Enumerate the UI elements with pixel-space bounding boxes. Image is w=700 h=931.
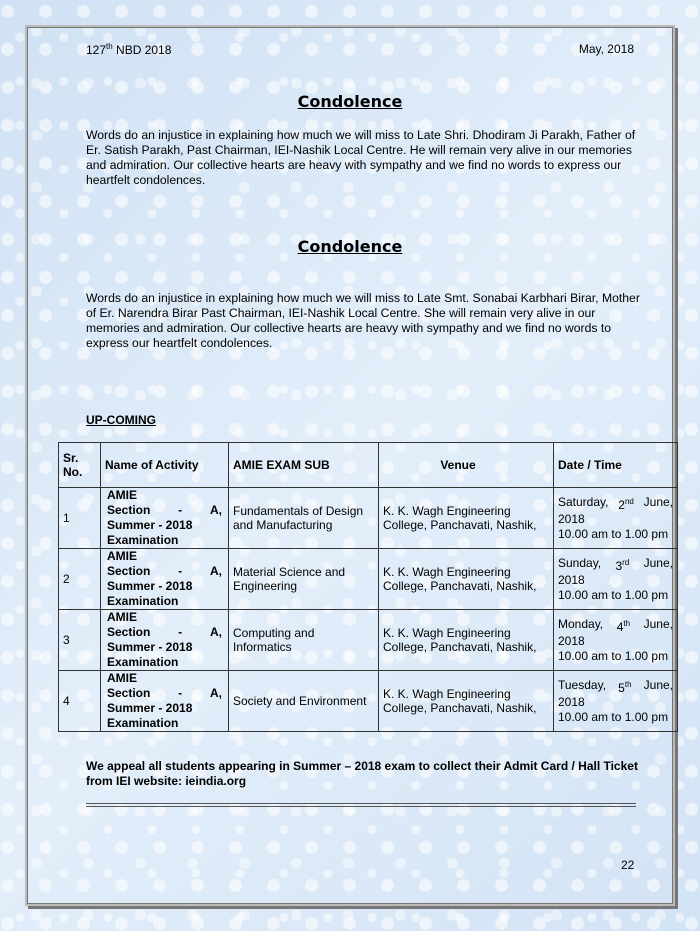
activity-type: Examination (107, 716, 179, 730)
activity-session: Summer - 2018 (107, 579, 193, 593)
date-suffix: th (623, 618, 631, 628)
page-number: 22 (621, 858, 635, 872)
date-month: June, (643, 494, 673, 509)
cell-venue: K. K. Wagh Engineering College, Panchavati, Nashik, (379, 610, 554, 671)
activity-dash: - (178, 686, 183, 700)
activity-line: AMIE (107, 549, 137, 563)
cell-date-time (554, 488, 678, 549)
upcoming-exams-table (58, 442, 678, 732)
header-venue: Venue (379, 443, 554, 488)
cell-activity (101, 549, 229, 610)
cell-exam-sub: Society and Environment (229, 671, 379, 732)
date-suffix: th (624, 679, 632, 689)
activity-session: Summer - 2018 (107, 640, 193, 654)
admit-card-appeal: We appeal all students appearing in Summer – 2018 exam to collect their Admit Card / Hall Ticket from IEI website: ieindia.org (86, 759, 638, 788)
table-row (59, 488, 678, 549)
activity-line: AMIE (107, 488, 137, 502)
date-day-number (617, 617, 630, 635)
date-day: Saturday, (558, 494, 609, 509)
date-day: Monday, (558, 616, 604, 631)
header-newsletter-issue (86, 42, 171, 57)
date-number: 4 (616, 619, 624, 634)
date-suffix: rd (622, 557, 630, 567)
cell-sr: 1 (59, 488, 101, 549)
activity-section-letter: A, (210, 625, 222, 639)
header-date-time: Date / Time (554, 443, 678, 488)
cell-venue: K. K. Wagh Engineering College, Panchavati, Nashik, (379, 549, 554, 610)
date-day-number (615, 556, 629, 574)
activity-type: Examination (107, 655, 179, 669)
cell-venue: K. K. Wagh Engineering College, Panchavati, Nashik, (379, 671, 554, 732)
cell-venue: K. K. Wagh Engineering College, Panchavati, Nashik, (379, 488, 554, 549)
activity-session: Summer - 2018 (107, 701, 193, 715)
cell-date-time (554, 549, 678, 610)
activity-type: Examination (107, 533, 179, 547)
activity-section-letter: A, (210, 686, 222, 700)
activity-section: Section (107, 686, 151, 700)
activity-line: AMIE (107, 671, 137, 685)
activity-section-line (107, 686, 222, 701)
divider-line (86, 806, 636, 807)
table-row (59, 549, 678, 610)
cell-sr: 3 (59, 610, 101, 671)
cell-date-time (554, 610, 678, 671)
condolence-text-1: Words do an injustice in explaining how much we will miss to Late Shri. Dhodiram Ji Parakh, Father of Er. Satish Parakh, Past Chairman, IEI-Nashik Local Centre. He will remain very alive in our memories and admiration. Our collective hearts are heavy with sympathy and we find no words to express our heartfelt condolences. (86, 128, 636, 187)
date-year: 2018 (558, 512, 585, 527)
time-range: 10.00 am to 1.00 pm (558, 709, 669, 724)
activity-section: Section (107, 503, 151, 517)
header-date: May, 2018 (578, 42, 634, 56)
cell-activity (101, 671, 229, 732)
time-range: 10.00 am to 1.00 pm (558, 648, 669, 663)
cell-exam-sub: Fundamentals of Design and Manufacturing (229, 488, 379, 549)
activity-dash: - (178, 503, 183, 517)
table-header-row (59, 443, 678, 488)
activity-line: AMIE (107, 610, 137, 624)
date-number: 3 (615, 558, 623, 573)
activity-section-line (107, 625, 222, 640)
activity-section-line (107, 503, 222, 518)
date-suffix: nd (624, 496, 634, 506)
date-line (558, 495, 673, 513)
date-day: Tuesday, (558, 677, 607, 692)
activity-section: Section (107, 564, 151, 578)
activity-section-line (107, 564, 222, 579)
condolence-title-1: Condolence (297, 92, 403, 111)
activity-type: Examination (107, 594, 179, 608)
cell-exam-sub: Computing and Informatics (229, 610, 379, 671)
date-day-number (618, 495, 634, 513)
activity-section-letter: A, (210, 503, 222, 517)
cell-exam-sub: Material Science and Engineering (229, 549, 379, 610)
cell-sr: 4 (59, 671, 101, 732)
cell-sr: 2 (59, 549, 101, 610)
date-month: June, (643, 677, 673, 692)
header-issue-suffix: th (106, 42, 113, 51)
date-year: 2018 (558, 695, 585, 710)
date-line (558, 556, 673, 574)
date-number: 5 (618, 680, 625, 695)
cell-date-time (554, 671, 678, 732)
activity-session: Summer - 2018 (107, 518, 193, 532)
cell-activity (101, 488, 229, 549)
date-month: June, (643, 555, 673, 570)
header-issue-number: 127 (86, 43, 107, 57)
date-year: 2018 (558, 634, 585, 649)
condolence-text-2: Words do an injustice in explaining how much we will miss to Late Smt. Sonabai Karbhari Birar, Mother of Er. Narendra Birar Past Chairman, IEI-Nashik Local Centre. She will remain very alive in our memories and admiration. Our collective hearts are heavy with sympathy and we find no words to express our heartfelt condolences. (86, 291, 640, 350)
activity-section: Section (107, 625, 151, 639)
upcoming-heading: UP-COMING (86, 413, 156, 427)
date-line (558, 678, 673, 696)
condolence-title-2: Condolence (297, 237, 403, 256)
activity-dash: - (178, 625, 183, 639)
date-number: 2 (618, 497, 625, 512)
date-year: 2018 (558, 573, 585, 588)
time-range: 10.00 am to 1.00 pm (558, 526, 669, 541)
table-row (59, 671, 678, 732)
date-day: Sunday, (558, 555, 602, 570)
divider-line (86, 803, 636, 804)
cell-activity (101, 610, 229, 671)
header-sr-no: Sr. No. (59, 443, 101, 488)
activity-dash: - (178, 564, 183, 578)
date-month: June, (643, 616, 673, 631)
header-activity: Name of Activity (101, 443, 229, 488)
header-issue-name: NBD 2018 (112, 43, 172, 57)
time-range: 10.00 am to 1.00 pm (558, 587, 669, 602)
date-line (558, 617, 673, 635)
date-day-number (618, 678, 631, 696)
table-row (59, 610, 678, 671)
header-exam-sub: AMIE EXAM SUB (229, 443, 379, 488)
activity-section-letter: A, (210, 564, 222, 578)
